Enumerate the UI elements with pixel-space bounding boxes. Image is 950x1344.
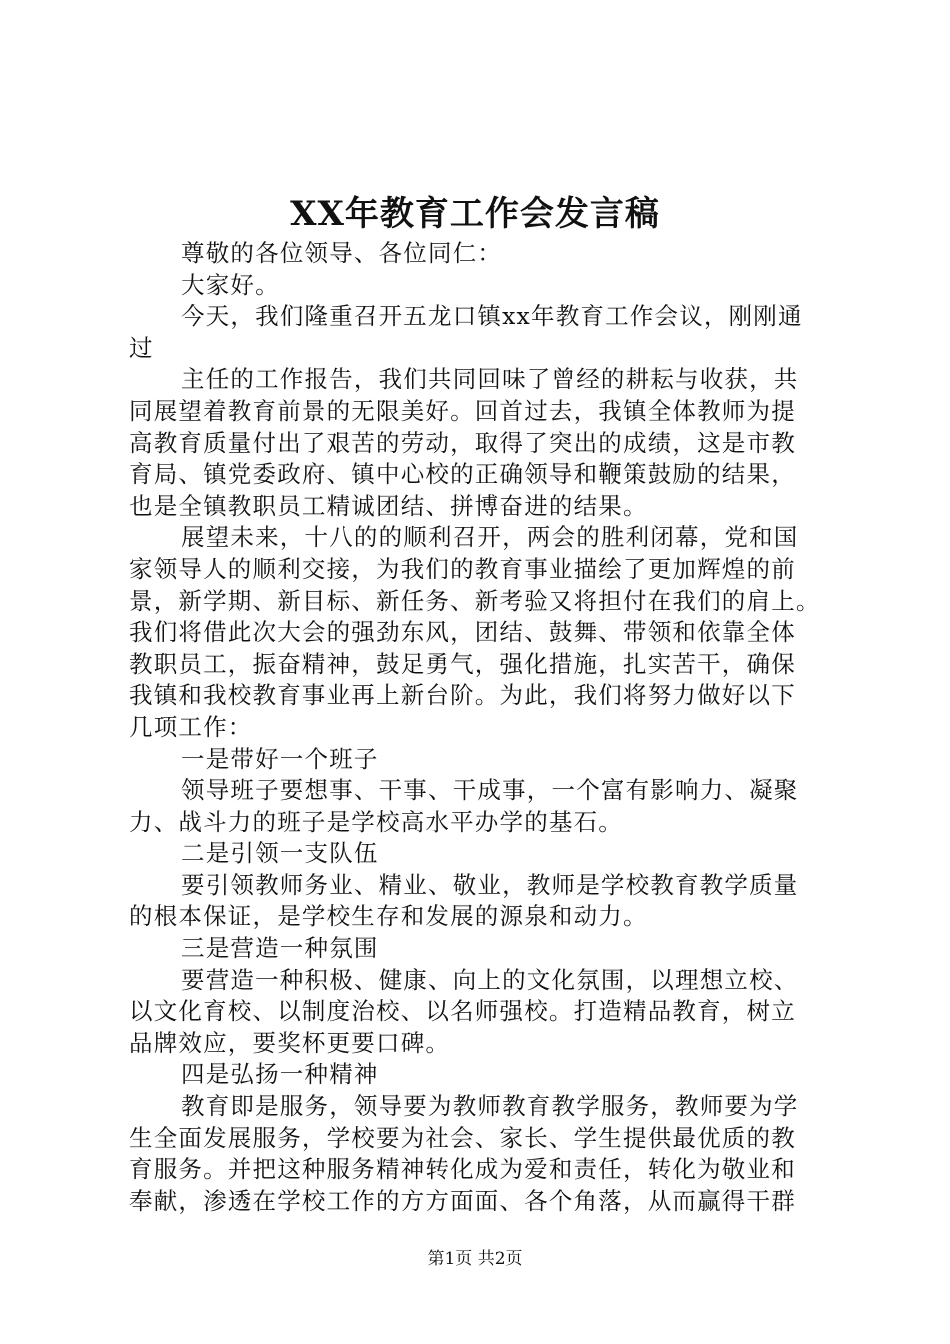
text-line: 同展望着教育前景的无限美好。回首过去，我镇全体教师为提 xyxy=(129,396,796,425)
text-line: 领导班子要想事、干事、干成事，一个富有影响力、凝聚 xyxy=(181,776,799,805)
text-line: 尊敬的各位领导、各位同仁： xyxy=(181,239,503,267)
text-line: 育服务。并把这种服务精神转化成为爱和责任，转化为敬业和 xyxy=(129,1155,796,1184)
document-body xyxy=(129,238,839,1217)
text-line: 以文化育校、以制度治校、以名师强校。打造精品教育，树立 xyxy=(129,997,796,1026)
text-line: 今天，我们隆重召开五龙口镇xx年教育工作会议，刚刚通 xyxy=(181,302,803,331)
text-line: 过 xyxy=(129,333,154,362)
page-title: XX年教育工作会发言稿 xyxy=(290,194,660,234)
text-line: 展望未来，十八的的顺利召开，两会的胜利闭幕，党和国 xyxy=(181,523,799,552)
text-line: 四是弘扬一种精神 xyxy=(181,1060,379,1089)
text-line: 也是全镇教职员工精诚团结、拼博奋进的结果。 xyxy=(129,491,648,520)
text-line: 高教育质量付出了艰苦的劳动，取得了突出的成绩，这是市教 xyxy=(129,428,796,457)
text-line: 要引领教师务业、精业、敬业，教师是学校教育教学质量 xyxy=(181,870,799,899)
text-line: 一是带好一个班子 xyxy=(181,744,379,773)
text-line: 几项工作： xyxy=(129,712,253,741)
page-footer: 第1页 共2页 xyxy=(427,1249,523,1269)
text-line: 三是营造一种氛围 xyxy=(181,934,379,963)
text-line: 奉献，渗透在学校工作的方方面面、各个角落，从而赢得干群 xyxy=(129,1186,796,1215)
text-line: 主任的工作报告，我们共同回味了曾经的耕耘与收获，共 xyxy=(181,365,799,394)
text-line: 教育即是服务，领导要为教师教育教学服务，教师要为学 xyxy=(181,1092,799,1121)
text-line: 大家好。 xyxy=(181,270,280,299)
text-line: 品牌效应，要奖杯更要口碑。 xyxy=(129,1028,451,1057)
text-line: 育局、镇党委政府、镇中心校的正确领导和鞭策鼓励的结果， xyxy=(129,460,796,489)
text-line: 景，新学期、新目标、新任务、新考验又将担付在我们的肩上。 xyxy=(129,586,821,615)
text-line: 我们将借此次大会的强劲东风，团结、鼓舞、带领和依靠全体 xyxy=(129,618,796,647)
text-line: 的根本保证，是学校生存和发展的源泉和动力。 xyxy=(129,902,648,931)
text-line: 生全面发展服务，学校要为社会、家长、学生提供最优质的教 xyxy=(129,1123,796,1152)
text-line: 教职员工，振奋精神，鼓足勇气，强化措施，扎实苦干，确保 xyxy=(129,649,796,678)
text-line: 二是引领一支队伍 xyxy=(181,839,379,868)
text-line: 力、战斗力的班子是学校高水平办学的基石。 xyxy=(129,807,623,836)
text-line: 要营造一种积极、健康、向上的文化氛围，以理想立校、 xyxy=(181,965,799,994)
text-line: 家领导人的顺利交接，为我们的教育事业描绘了更加辉煌的前 xyxy=(129,554,796,583)
text-line: 我镇和我校教育事业再上新台阶。为此，我们将努力做好以下 xyxy=(129,681,796,710)
